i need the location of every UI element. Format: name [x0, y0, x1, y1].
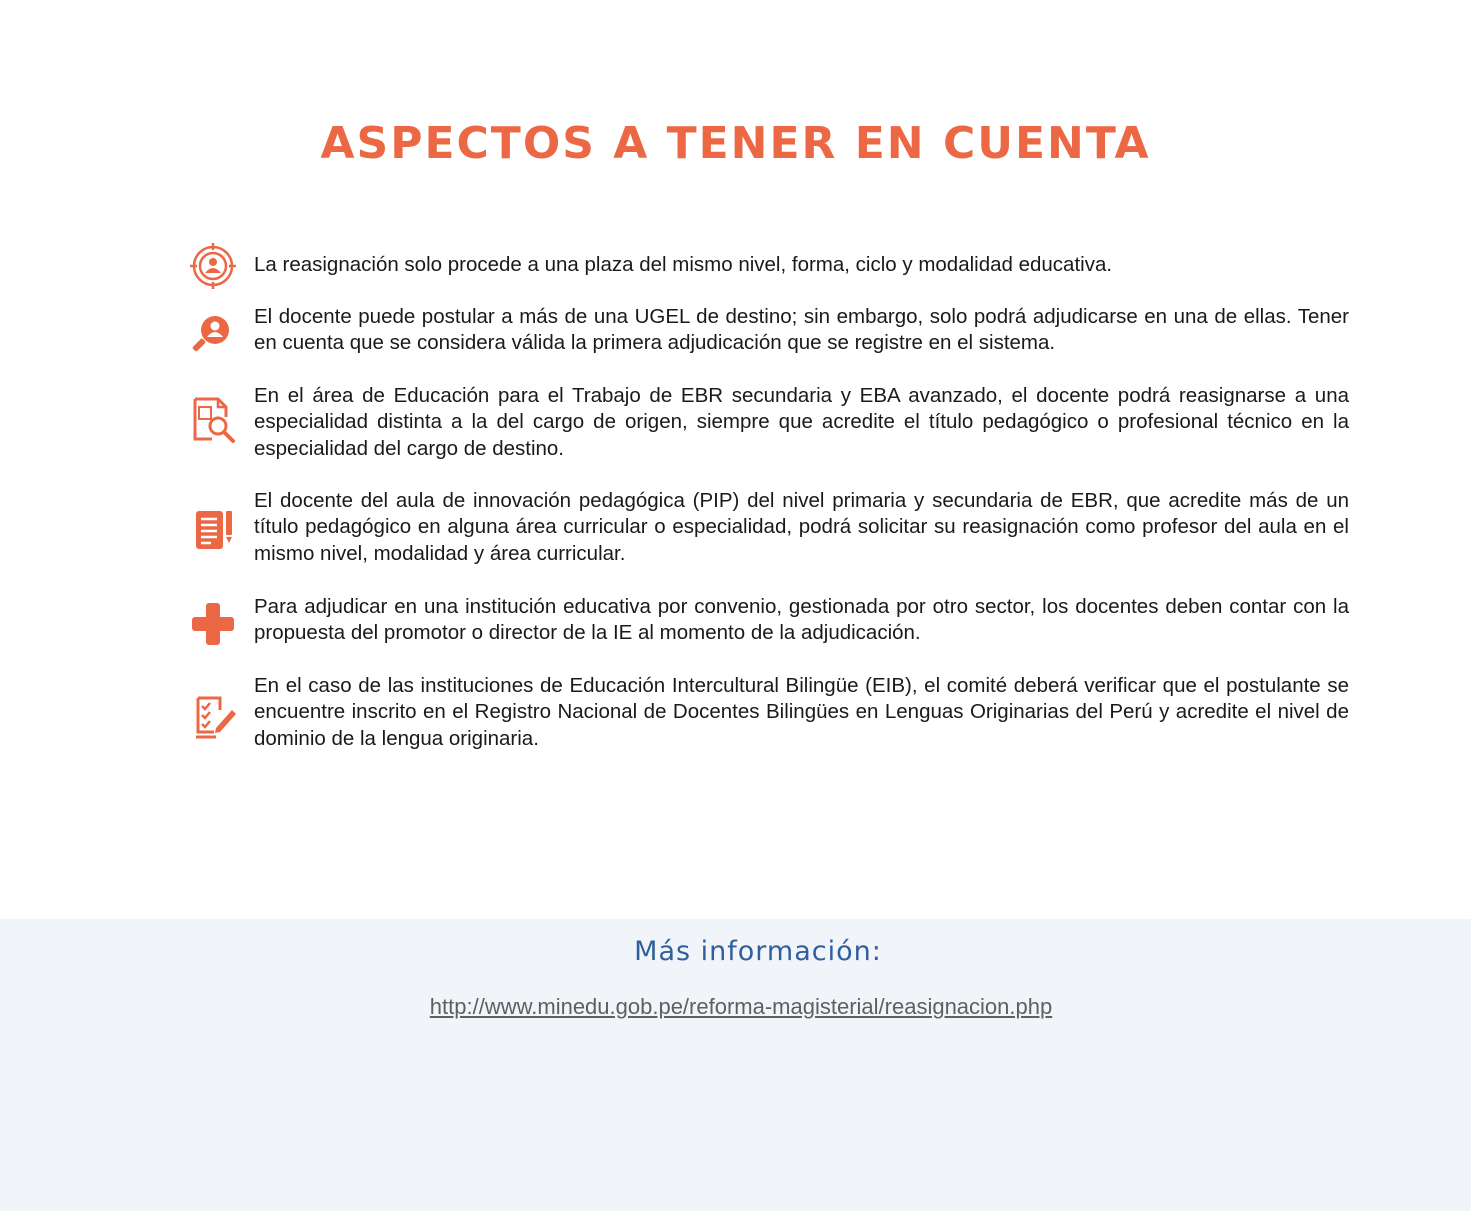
- item-text: En el caso de las instituciones de Educación Intercultural Bilingüe (EIB), el comité deberá verificar que el postulante se encuentre inscrito en el Registro Nacional de Docentes Bilingües en Lenguas Originarias del Perú y acredite el nivel de dominio de la lengua originaria.: [254, 674, 1349, 750]
- checklist-pen-icon: [186, 690, 240, 744]
- item-text: El docente puede postular a más de una UGEL de destino; sin embargo, solo podrá adjudicarse en una de ellas. Tener en cuenta que se considera válida la primera adjudicación que se registre en el sistema.: [254, 305, 1349, 355]
- item-text: La reasignación solo procede a una plaza del mismo nivel, forma, ciclo y modalidad educativa.: [254, 253, 1113, 276]
- notes-pencil-icon: [186, 503, 240, 557]
- target-person-icon: [186, 239, 240, 293]
- item-text: El docente del aula de innovación pedagógica (PIP) del nivel primaria y secundaria de EBR, que acredite más de un título pedagógico en alguna área curricular o especialidad, podrá solicitar su reasignación como profesor del aula en el mismo nivel, modalidad y área curricular.: [254, 489, 1349, 565]
- page-title: ASPECTOS A TENER EN CUENTA: [320, 118, 1151, 169]
- plus-cross-icon: [186, 597, 240, 651]
- more-info-title: Más información:: [634, 936, 882, 967]
- search-person-icon: [186, 306, 240, 360]
- more-info-link[interactable]: http://www.minedu.gob.pe/reforma-magisterial/reasignacion.php: [429, 994, 1053, 1019]
- document-search-icon: [186, 393, 240, 447]
- item-text: Para adjudicar en una institución educativa por convenio, gestionada por otro sector, los docentes deben contar con la propuesta del promotor o director de la IE al momento de la adjudicación.: [254, 595, 1349, 645]
- item-text: En el área de Educación para el Trabajo de EBR secundaria y EBA avanzado, el docente podrá reasignarse a una especialidad distinta a la del cargo de origen, siempre que acredite el título pedagógico o profesional técnico en la especialidad del cargo de destino.: [254, 384, 1349, 460]
